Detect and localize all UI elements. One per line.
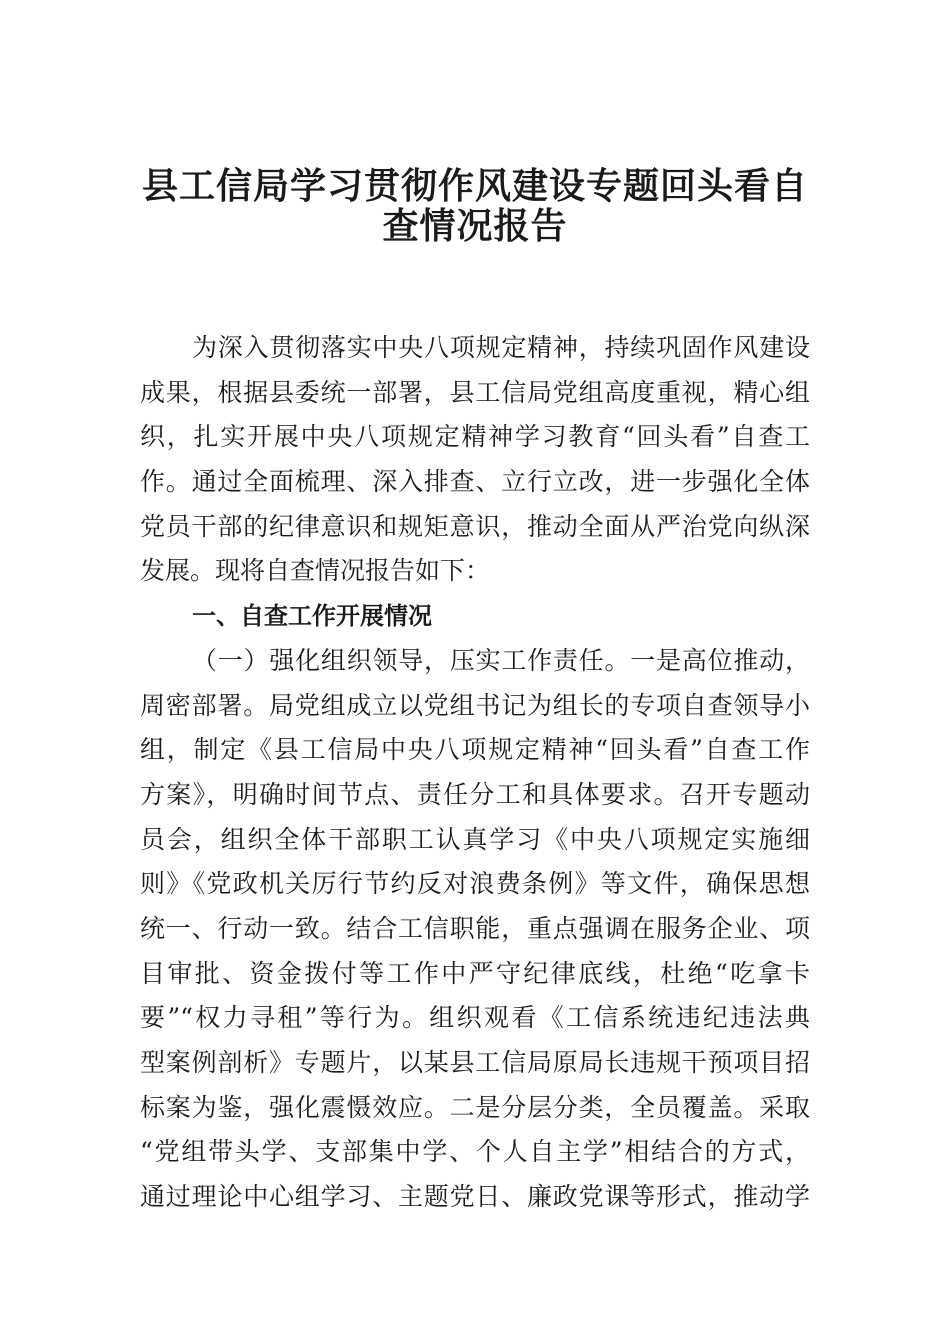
intro-line: 织，扎实开展中央八项规定精神学习教育“回头看”自查工 bbox=[140, 422, 810, 452]
section-line: 员会，组织全体干部职工认真学习《中央八项规定实施细 bbox=[140, 824, 810, 854]
section-heading: 一、自查工作开展情况 bbox=[192, 602, 432, 631]
section-line: 统一、行动一致。结合工信职能，重点强调在服务企业、项 bbox=[140, 913, 810, 943]
section-line: 型案例剖析》专题片，以某县工信局原局长违规干预项目招 bbox=[140, 1048, 810, 1077]
intro-line: 党员干部的纪律意识和规矩意识，推动全面从严治党向纵深 bbox=[140, 511, 810, 541]
section-line: 周密部署。局党组成立以党组书记为组长的专项自查领导小 bbox=[140, 690, 810, 720]
section-line: “党组带头学、支部集中学、个人自主学”相结合的方式， bbox=[140, 1137, 810, 1167]
intro-line: 成果，根据县委统一部署，县工信局党组高度重视，精心组 bbox=[140, 377, 810, 407]
document-title-line-2: 查情况报告 bbox=[382, 205, 568, 247]
intro-line: 为深入贯彻落实中央八项规定精神，持续巩固作风建设 bbox=[192, 333, 810, 362]
intro-line: 作。通过全面梳理、深入排查、立行立改，进一步强化全体 bbox=[140, 467, 810, 497]
section-line: 则》《党政机关厉行节约反对浪费条例》等文件，确保思想 bbox=[140, 869, 810, 899]
section-line: 通过理论中心组学习、主题党日、廉政党课等形式，推动学 bbox=[140, 1182, 810, 1212]
section-line: （一）强化组织领导，压实工作责任。一是高位推动， bbox=[192, 645, 810, 675]
section-line: 组，制定《县工信局中央八项规定精神“回头看”自查工作 bbox=[140, 735, 810, 765]
document-title-line-1: 县工信局学习贯彻作风建设专题回头看自 bbox=[141, 165, 808, 207]
intro-line: 发展。现将自查情况报告如下： bbox=[140, 556, 491, 586]
section-line: 目审批、资金拨付等工作中严守纪律底线，杜绝“吃拿卡 bbox=[140, 958, 810, 988]
document-body bbox=[140, 326, 810, 1220]
section-line: 要”“权力寻租”等行为。组织观看《工信系统违纪违法典 bbox=[140, 1003, 810, 1033]
section-line: 标案为鉴，强化震慑效应。二是分层分类，全员覆盖。采取 bbox=[140, 1092, 810, 1122]
section-line: 方案》，明确时间节点、责任分工和具体要求。召开专题动 bbox=[140, 779, 810, 809]
